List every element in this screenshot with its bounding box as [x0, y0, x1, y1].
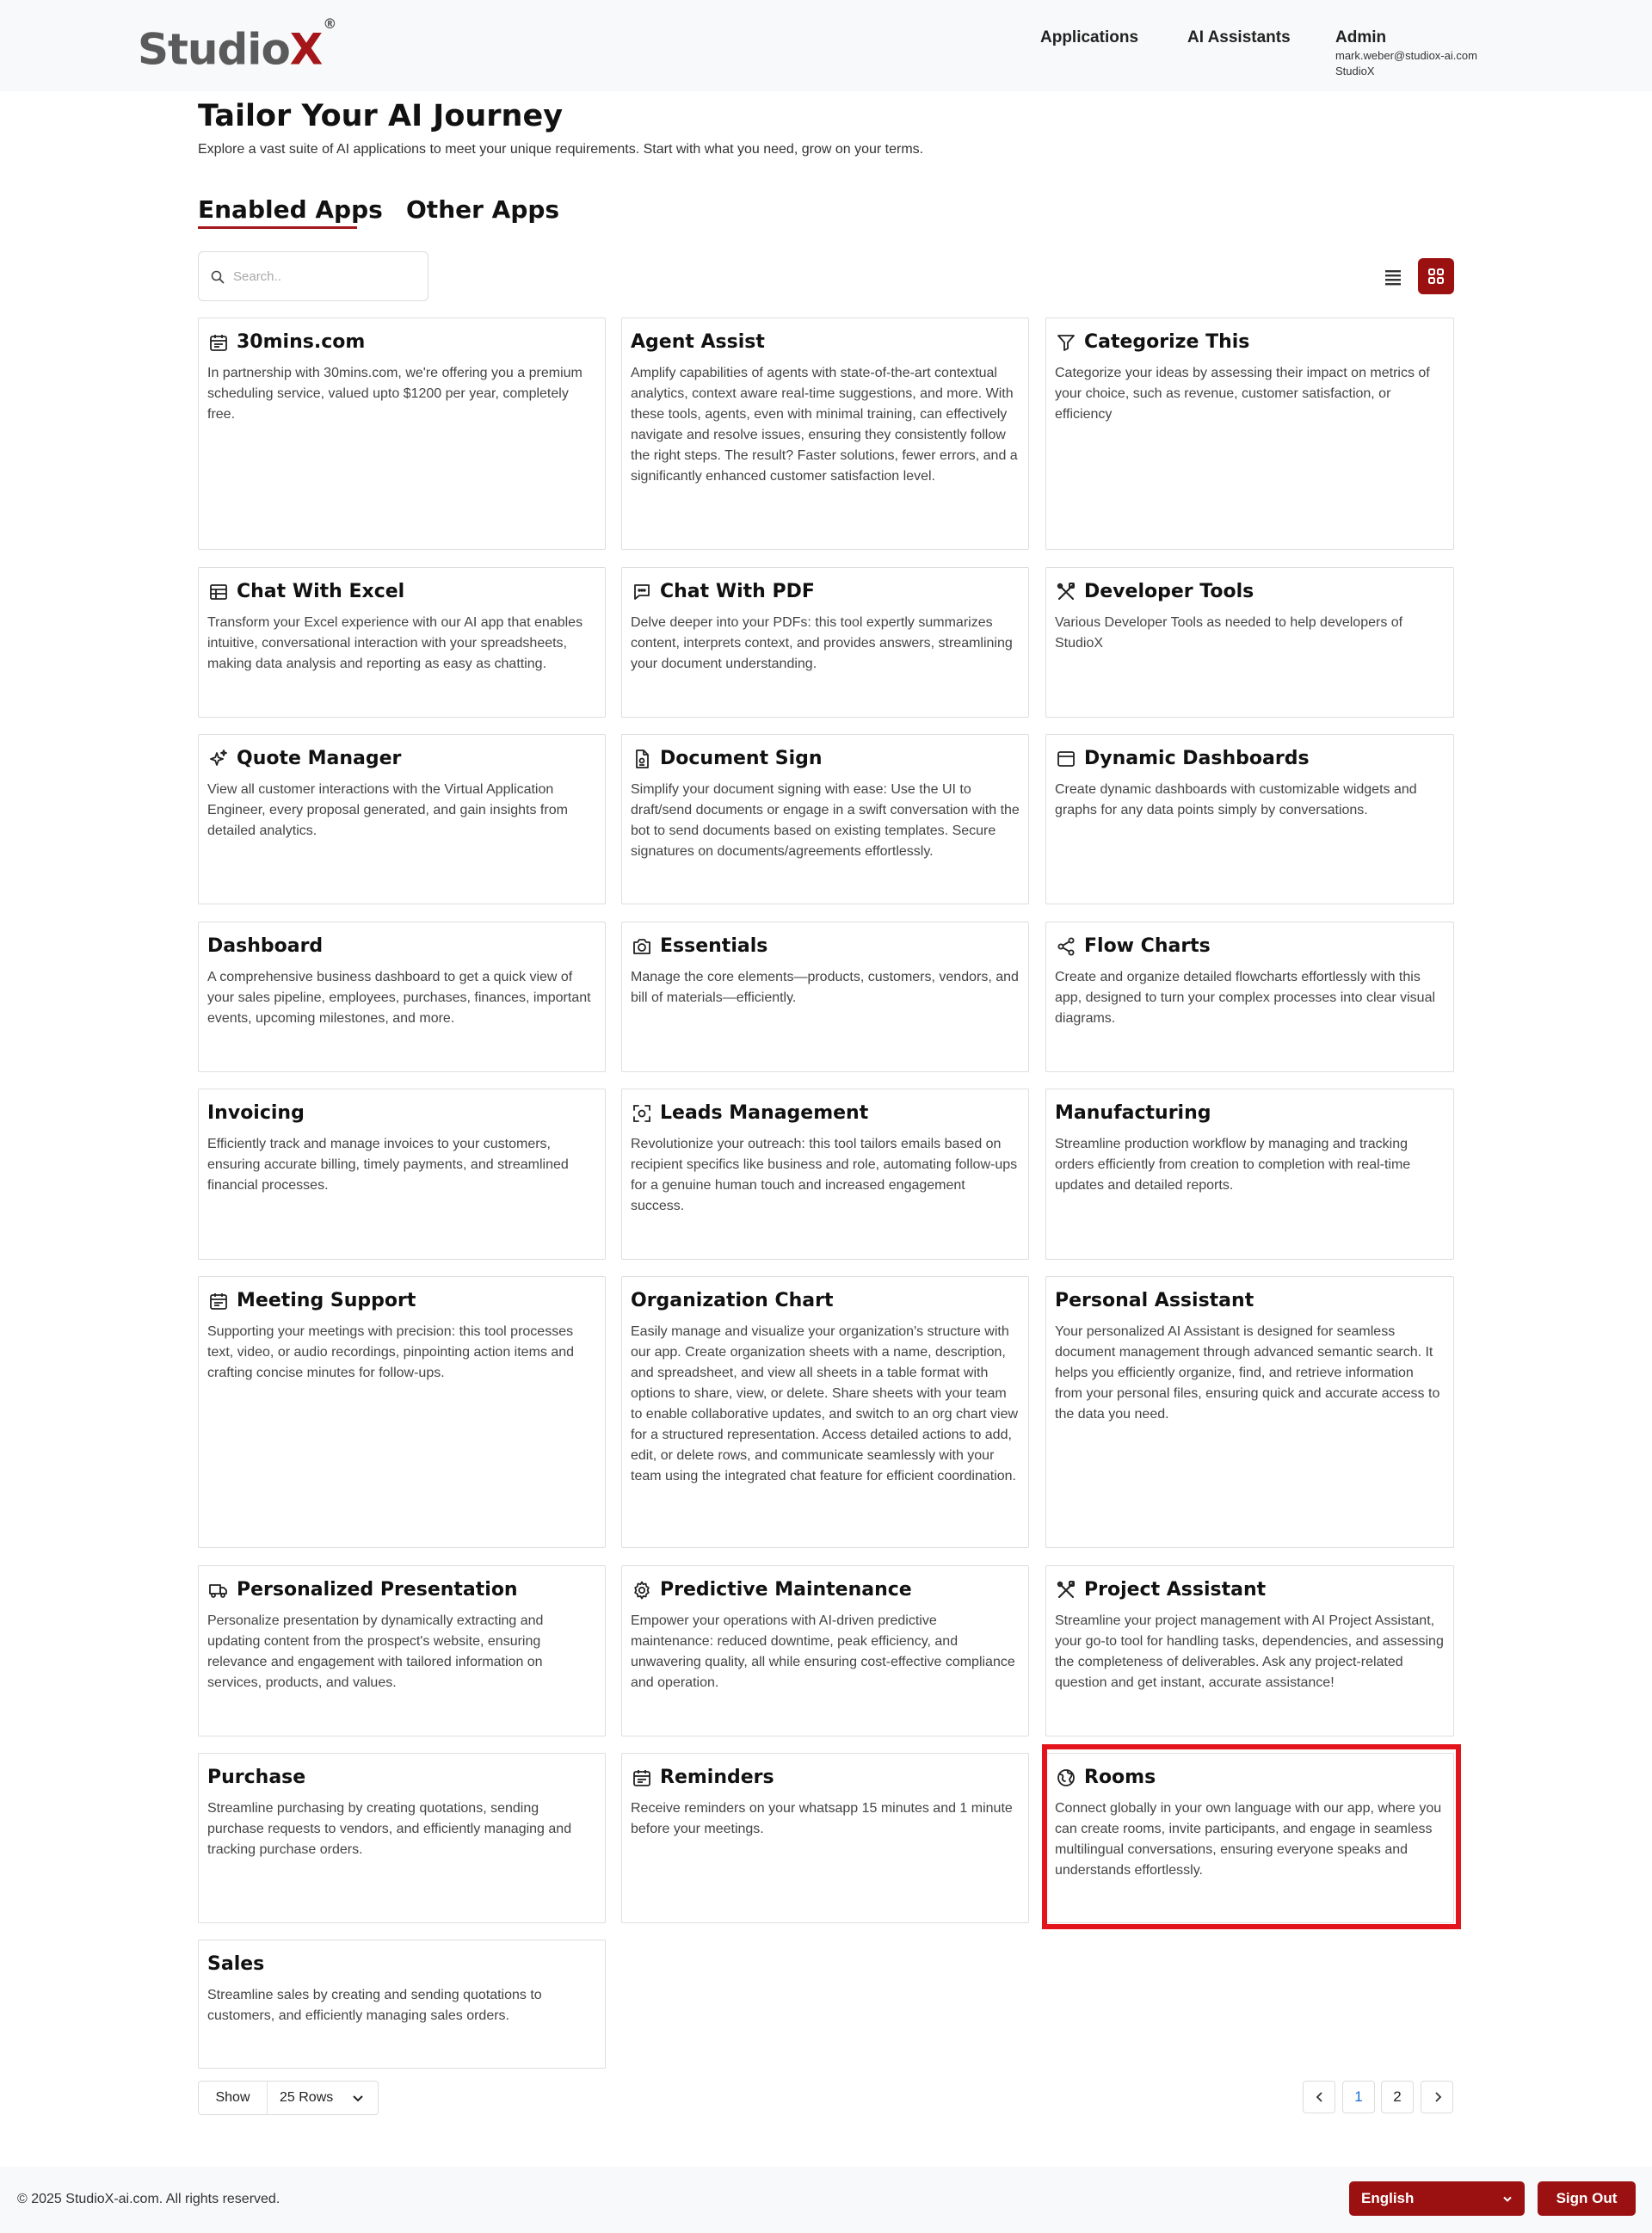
sparkles-icon: [207, 748, 230, 770]
app-card-project-assistant[interactable]: [1045, 1565, 1454, 1736]
app-card-manufacturing[interactable]: [1045, 1089, 1454, 1260]
calendar-icon: [631, 1767, 653, 1789]
card-description: Efficiently track and manage invoices to your customers, ensuring accurate billing, timely payments, and streamlined financial processes.: [207, 1137, 569, 1193]
list-view-button[interactable]: [1382, 262, 1404, 291]
card-title: Agent Assist: [631, 331, 765, 353]
card-title: Invoicing: [207, 1102, 305, 1124]
app-card-personalized-presentation[interactable]: [198, 1565, 606, 1736]
app-card-invoicing[interactable]: [198, 1089, 606, 1260]
card-title: Sales: [207, 1953, 265, 1975]
card-title: 30mins.com: [237, 331, 366, 353]
document-sign-icon: [631, 748, 653, 770]
window-icon: [1055, 748, 1077, 770]
user-name: Admin: [1335, 28, 1387, 46]
tab-other-apps[interactable]: Other Apps: [406, 195, 560, 224]
card-description: Transform your Excel experience with our AI app that enables intuitive, conversational interaction with your spreadsheets, making data analysis and reporting as easy as chatting.: [207, 615, 583, 671]
app-card-personal-assistant[interactable]: [1045, 1276, 1454, 1548]
user-org: StudioX: [1335, 65, 1375, 77]
show-label: Show: [199, 2082, 268, 2114]
card-title: Purchase: [207, 1767, 306, 1788]
card-title: Document Sign: [660, 748, 823, 769]
list-icon: [1382, 262, 1404, 291]
chevron-down-icon: [1502, 2194, 1513, 2205]
app-card-chat-with-pdf[interactable]: [621, 567, 1029, 718]
camera-icon: [631, 935, 653, 958]
app-card-leads-management[interactable]: [621, 1089, 1029, 1260]
chat-icon: [631, 581, 653, 603]
app-card-flow-charts[interactable]: [1045, 922, 1454, 1072]
card-description: Supporting your meetings with precision: this tool processes text, video, or audio recordings, pinpointing action items and crafting concise minutes for follow-ups.: [207, 1324, 575, 1380]
app-card-organization-chart[interactable]: [621, 1276, 1029, 1548]
share-nodes-icon: [1055, 935, 1077, 958]
card-title: Predictive Maintenance: [660, 1579, 912, 1601]
calendar-icon: [207, 1290, 230, 1312]
card-title: Chat With PDF: [660, 581, 815, 602]
language-select[interactable]: [1349, 2181, 1525, 2216]
table-icon: [207, 581, 230, 603]
card-description: Create dynamic dashboards with customizable widgets and graphs for any data points simply by conversations.: [1055, 782, 1417, 817]
card-title: Meeting Support: [237, 1290, 416, 1311]
grid-icon: [1418, 258, 1454, 294]
globe-icon: [1055, 1767, 1077, 1789]
prev-page-button[interactable]: [1303, 2081, 1335, 2113]
app-card-sales[interactable]: [198, 1940, 606, 2069]
card-title: Dynamic Dashboards: [1084, 748, 1310, 769]
card-title: Categorize This: [1084, 331, 1250, 353]
card-description: Categorize your ideas by assessing their impact on metrics of your choice, such as revenue, customer satisfaction, or efficiency: [1055, 366, 1430, 422]
app-card-essentials[interactable]: [621, 922, 1029, 1072]
app-card-document-sign[interactable]: [621, 734, 1029, 904]
page-button-1[interactable]: 1: [1342, 2081, 1375, 2113]
app-card-chat-with-excel[interactable]: [198, 567, 606, 718]
card-description: Simplify your document signing with ease: Use the UI to draft/send documents or engage in a swift conversation with the bot to send documents based on existing templates. Secure signatures on documents/agreements effortlessly.: [631, 782, 1020, 859]
app-card-developer-tools[interactable]: [1045, 567, 1454, 718]
card-description: Connect globally in your own language with our app, where you can create rooms, invite participants, and engage in seamless multilingual conversations, ensuring everyone speaks and understands effortlessly.: [1055, 1801, 1442, 1878]
card-title: Flow Charts: [1084, 935, 1211, 957]
card-description: Receive reminders on your whatsapp 15 minutes and 1 minute before your meetings.: [631, 1801, 1013, 1836]
card-description: Personalize presentation by dynamically extracting and updating content from the prospect's website, ensuring relevance and engagement with tailored information on services, products, and values.: [207, 1613, 544, 1690]
card-description: Amplify capabilities of agents with state-of-the-art contextual analytics, context aware real-time suggestions, and more. With these tools, agents, even with minimal training, can effectively navigate and resolve issues, ensuring they consistently follow the right steps. The result? Faster solutions, fewer errors, and a significantly enhanced customer satisfaction level.: [631, 366, 1018, 484]
app-card-dynamic-dashboards[interactable]: [1045, 734, 1454, 904]
card-description: Streamline your project management with AI Project Assistant, your go-to tool for handling tasks, dependencies, and assessing the completeness of deliverables. Ask any project-related question and get instant, accurate assistance!: [1055, 1613, 1444, 1690]
card-description: In partnership with 30mins.com, we're offering you a premium scheduling service, valued upto $1200 per year, completely free.: [207, 366, 583, 422]
logo-text: Studio: [138, 24, 290, 75]
app-card-rooms[interactable]: [1045, 1753, 1454, 1923]
search-input[interactable]: [233, 264, 417, 288]
card-description: Streamline production workflow by managing and tracking orders efficiently from creation to completion with real-time updates and detailed reports.: [1055, 1137, 1411, 1193]
card-description: Empower your operations with AI-driven predictive maintenance: reduced downtime, peak efficiency, and unwavering quality, all while ensuring cost-effective compliance and operation.: [631, 1613, 1015, 1690]
registered-mark: ®: [323, 15, 336, 32]
tools-icon: [1055, 581, 1077, 603]
card-title: Project Assistant: [1084, 1579, 1267, 1601]
app-card-quote-manager[interactable]: [198, 734, 606, 904]
focus-user-icon: [631, 1102, 653, 1125]
grid-view-button[interactable]: [1418, 258, 1454, 294]
card-title: Reminders: [660, 1767, 774, 1788]
card-description: Easily manage and visualize your organization's structure with our app. Create organization sheets with a name, description, and spreadsheet, and view all sheets in a table format with options to share, view, or delete. Share sheets with your team to enable collaborative updates, and switch to an org chart view for a structured representation. Access detailed actions to add, edit, or delete rows, and communicate seamlessly with your team using the integrated chat feature for efficient coordination.: [631, 1324, 1019, 1484]
card-description: Streamline purchasing by creating quotations, sending purchase requests to vendors, and efficiently managing and tracking purchase orders.: [207, 1801, 572, 1857]
card-description: Streamline sales by creating and sending quotations to customers, and efficiently managing sales orders.: [207, 1988, 542, 2023]
card-title: Developer Tools: [1084, 581, 1254, 602]
card-description: Manage the core elements—products, customers, vendors, and bill of materials—efficiently.: [631, 970, 1019, 1005]
rows-value: 25 Rows: [280, 2090, 334, 2105]
card-title: Organization Chart: [631, 1290, 834, 1311]
page-title: Tailor Your AI Journey: [198, 99, 564, 133]
card-title: Manufacturing: [1055, 1102, 1211, 1124]
card-title: Rooms: [1084, 1767, 1156, 1788]
search-icon: [211, 270, 225, 284]
rows-per-page-select[interactable]: [198, 2081, 379, 2115]
app-card-purchase[interactable]: [198, 1753, 606, 1923]
app-card-dashboard[interactable]: [198, 922, 606, 1072]
tools-icon: [1055, 1579, 1077, 1601]
card-title: Essentials: [660, 935, 768, 957]
card-title: Personalized Presentation: [237, 1579, 518, 1601]
page-button-2[interactable]: 2: [1381, 2081, 1414, 2113]
card-description: Delve deeper into your PDFs: this tool expertly summarizes content, interprets context, and provides answers, streamlining your document understanding.: [631, 615, 1013, 671]
card-title: Personal Assistant: [1055, 1290, 1254, 1311]
chevron-down-icon: [352, 2093, 364, 2105]
card-title: Chat With Excel: [237, 581, 405, 602]
app-card-reminders[interactable]: [621, 1753, 1029, 1923]
truck-icon: [207, 1579, 230, 1601]
page-subtitle: Explore a vast suite of AI applications to meet your unique requirements. Start with what you need, grow on your terms.: [198, 142, 924, 157]
search-box: [198, 251, 428, 301]
studiox-logo[interactable]: [138, 15, 336, 76]
active-tab-underline: [198, 226, 357, 229]
app-card-meeting-support[interactable]: [198, 1276, 606, 1548]
user-email: mark.weber@studiox-ai.com: [1335, 49, 1477, 62]
copyright: © 2025 StudioX-ai.com. All rights reserved.: [17, 2192, 280, 2206]
chevron-left-icon: [1315, 2092, 1325, 2102]
card-description: Revolutionize your outreach: this tool tailors emails based on recipient specifics like business and role, automating follow-ups for a genuine human touch and increased engagement success.: [631, 1137, 1018, 1213]
app-card-predictive-maintenance[interactable]: [621, 1565, 1029, 1736]
card-description: Your personalized AI Assistant is designed for seamless document management through advanced semantic search. It helps you efficiently organize, find, and retrieve information from your personal files, ensuring quick and accurate access to the data you need.: [1055, 1324, 1440, 1422]
card-title: Dashboard: [207, 935, 324, 957]
card-description: Create and organize detailed flowcharts effortlessly with this app, designed to turn your complex processes into clear visual diagrams.: [1055, 970, 1436, 1026]
nav-applications[interactable]: Applications: [1040, 28, 1139, 46]
app-card-30mins[interactable]: [198, 318, 606, 550]
card-title: Leads Management: [660, 1102, 869, 1124]
card-description: Various Developer Tools as needed to help developers of StudioX: [1055, 615, 1403, 651]
filter-icon: [1055, 331, 1077, 354]
sign-out-button[interactable]: Sign Out: [1538, 2181, 1636, 2216]
tab-enabled-apps[interactable]: Enabled Apps: [198, 195, 383, 224]
gear-icon: [631, 1579, 653, 1601]
card-description: View all customer interactions with the Virtual Application Engineer, every proposal generated, and gain insights from detailed analytics.: [207, 782, 568, 838]
nav-ai-assistants[interactable]: AI Assistants: [1187, 28, 1291, 46]
chevron-right-icon: [1433, 2092, 1443, 2102]
user-menu[interactable]: [1335, 28, 1477, 79]
card-description: A comprehensive business dashboard to get a quick view of your sales pipeline, employees, purchases, finances, important events, upcoming milestones, and more.: [207, 970, 591, 1026]
logo-x: X: [289, 24, 323, 75]
app-card-categorize-this[interactable]: [1045, 318, 1454, 550]
calendar-icon: [207, 331, 230, 354]
language-value: English: [1361, 2190, 1415, 2206]
next-page-button[interactable]: [1421, 2081, 1453, 2113]
app-card-agent-assist[interactable]: [621, 318, 1029, 550]
card-title: Quote Manager: [237, 748, 402, 769]
